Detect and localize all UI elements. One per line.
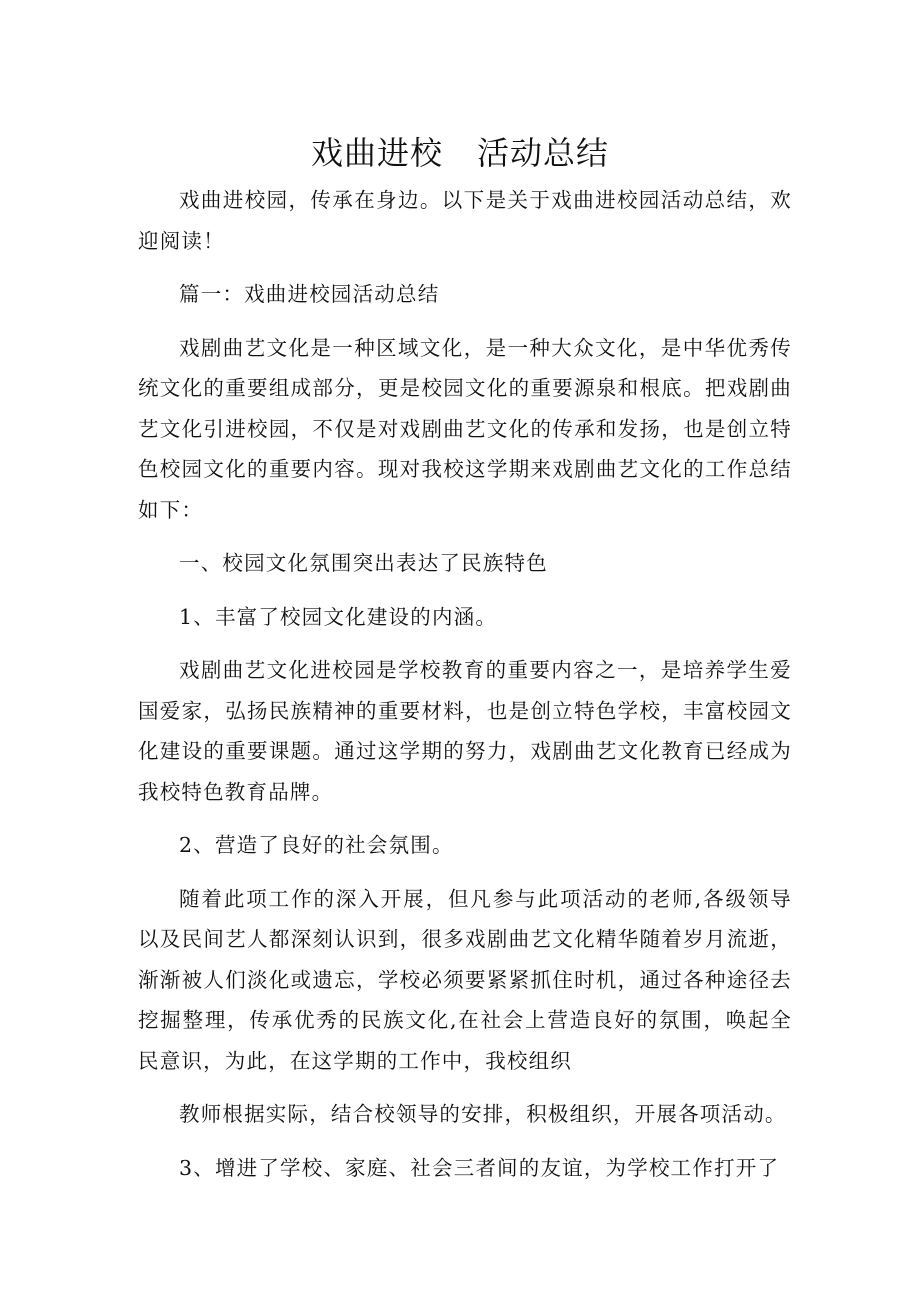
body-paragraph: 随着此项工作的深入开展，但凡参与此项活动的老师,各级领导以及民间艺人都深刻认识到，很多戏剧曲艺文化精华随着岁月流逝，渐渐被人们淡化或遗忘，学校必须要紧紧抓住时机，通过各种途径去挖掘整理，传承优秀的民族文化,在社会上营造良好的氛围，唤起全民意识，为此，在这学期的工作中，我校组织 bbox=[138, 886, 792, 1073]
point-heading: 1、丰富了校园文化建设的内涵。 bbox=[179, 604, 498, 629]
document-body bbox=[138, 180, 792, 1188]
document-title bbox=[0, 128, 920, 178]
point-heading: 3、增进了学校、家庭、社会三者间的友谊，为学校工作打开了 bbox=[179, 1155, 780, 1180]
point-heading: 2、营造了良好的社会氛围。 bbox=[179, 833, 454, 857]
body-paragraph: 戏剧曲艺文化是一种区域文化，是一种大众文化，是中华优秀传统文化的重要组成部分，更是校园文化的重要源泉和根底。把戏剧曲艺文化引进校园，不仅是对戏剧曲艺文化的传承和发扬，也是创立特色校园文化的重要内容。现对我校这学期来戏剧曲艺文化的工作总结如下： bbox=[138, 335, 792, 522]
subsection-heading: 一、校园文化氛围突出表达了民族特色 bbox=[179, 551, 548, 575]
body-paragraph: 教师根据实际，结合校领导的安排，积极组织，开展各项活动。 bbox=[179, 1102, 787, 1126]
title-part-2: 活动总结 bbox=[477, 134, 610, 172]
title-part-1: 戏曲进校 bbox=[310, 134, 443, 172]
intro-paragraph: 戏曲进校园，传承在身边。以下是关于戏曲进校园活动总结，欢迎阅读！ bbox=[138, 188, 792, 253]
section-heading: 篇一：戏曲进校园活动总结 bbox=[179, 282, 440, 306]
body-paragraph: 戏剧曲艺文化进校园是学校教育的重要内容之一，是培养学生爱国爱家，弘扬民族精神的重要材料，也是创立特色学校，丰富校园文化建设的重要课题。通过这学期的努力，戏剧曲艺文化教育已经成为我校特色教育品牌。 bbox=[138, 658, 792, 804]
